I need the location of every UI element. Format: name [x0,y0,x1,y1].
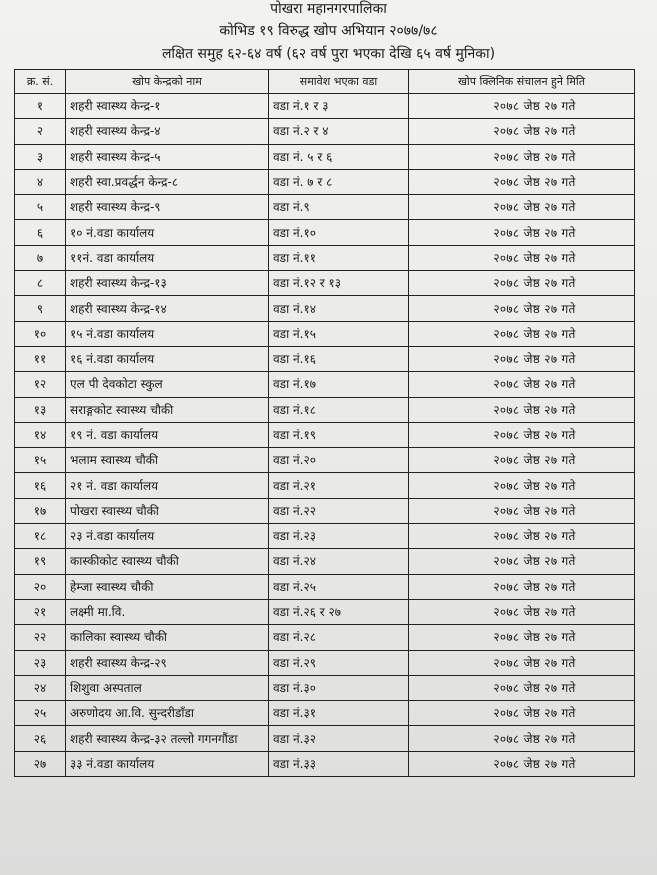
cell-center-name: कालिका स्वास्थ्य चौकी [66,625,269,650]
table-row [15,498,635,523]
cell-center-name: शहरी स्वास्थ्य केन्द्र-१ [66,94,269,119]
cell-wards: वडा नं.१२ र १३ [269,271,409,296]
cell-serial-no: १६ [15,473,66,498]
cell-wards: वडा नं.२९ [269,650,409,675]
cell-serial-no: १३ [15,397,66,422]
cell-center-name: सराङ्गकोट स्वास्थ्य चौकी [66,397,269,422]
cell-serial-no: २० [15,574,66,599]
table-row [15,144,635,169]
header-serial-no: क्र. सं. [15,70,66,94]
cell-wards: वडा नं.२६ र २७ [269,599,409,624]
cell-serial-no: १८ [15,524,66,549]
cell-clinic-date: २०७८ जेष्ठ २७ गते [409,473,635,498]
cell-clinic-date: २०७८ जेष्ठ २७ गते [409,524,635,549]
cell-serial-no: २३ [15,650,66,675]
cell-serial-no: १ [15,94,66,119]
table-row [15,296,635,321]
cell-wards: वडा नं.३२ [269,726,409,751]
table-row [15,701,635,726]
cell-center-name: शहरी स्वास्थ्य केन्द्र-३२ तल्लो गगनगौंडा [66,726,269,751]
cell-serial-no: १२ [15,372,66,397]
header-clinic-date: खोप क्लिनिक संचालन हुने मिति [409,70,635,94]
cell-wards: वडा नं.२० [269,448,409,473]
cell-clinic-date: २०७८ जेष्ठ २७ गते [409,549,635,574]
cell-clinic-date: २०७८ जेष्ठ २७ गते [409,599,635,624]
cell-clinic-date: २०७८ जेष्ठ २७ गते [409,220,635,245]
cell-center-name: शहरी स्वास्थ्य केन्द्र-५ [66,144,269,169]
cell-serial-no: ३ [15,144,66,169]
cell-serial-no: २४ [15,675,66,700]
target-group-subtitle: लक्षित समुह ६२-६४ वर्ष (६२ वर्ष पुरा भएका देखि ६५ वर्ष मुनिका) [161,46,496,62]
cell-wards: वडा नं.२३ [269,524,409,549]
table-row [15,397,635,422]
cell-clinic-date: २०७८ जेष्ठ २७ गते [409,346,635,371]
cell-center-name: पोखरा स्वास्थ्य चौकी [66,498,269,523]
table-row [15,94,635,119]
cell-center-name: शहरी स्वास्थ्य केन्द्र-९ [66,195,269,220]
cell-center-name: शहरी स्वास्थ्य केन्द्र-२९ [66,650,269,675]
cell-wards: वडा नं.३१ [269,701,409,726]
table-row [15,245,635,270]
cell-serial-no: २६ [15,726,66,751]
cell-wards: वडा नं.२८ [269,625,409,650]
cell-wards: वडा नं.२ र ४ [269,119,409,144]
cell-center-name: शिशुवा अस्पताल [66,675,269,700]
cell-serial-no: १७ [15,498,66,523]
table-row [15,422,635,447]
cell-serial-no: १५ [15,448,66,473]
table-row [15,650,635,675]
municipality-title: पोखरा महानगरपालिका [270,1,387,17]
table-row [15,346,635,371]
cell-serial-no: १९ [15,549,66,574]
header-included-wards: समावेश भएका वडा [269,70,409,94]
cell-clinic-date: २०७८ जेष्ठ २७ गते [409,448,635,473]
cell-clinic-date: २०७८ जेष्ठ २७ गते [409,625,635,650]
cell-center-name: शहरी स्वास्थ्य केन्द्र-१४ [66,296,269,321]
cell-center-name: शहरी स्वास्थ्य केन्द्र-४ [66,119,269,144]
cell-wards: वडा नं.३० [269,675,409,700]
cell-center-name: भलाम स्वास्थ्य चौकी [66,448,269,473]
cell-serial-no: ६ [15,220,66,245]
table-row [15,574,635,599]
header-center-name: खोप केन्द्रको नाम [66,70,269,94]
cell-wards: वडा नं.१८ [269,397,409,422]
cell-serial-no: २७ [15,751,66,776]
cell-center-name: १९ नं. वडा कार्यालय [66,422,269,447]
table-row [15,448,635,473]
cell-wards: वडा नं.३३ [269,751,409,776]
cell-clinic-date: २०७८ जेष्ठ २७ गते [409,751,635,776]
cell-center-name: १६ नं.वडा कार्यालय [66,346,269,371]
cell-serial-no: २५ [15,701,66,726]
cell-center-name: लक्ष्मी मा.वि. [66,599,269,624]
cell-clinic-date: २०७८ जेष्ठ २७ गते [409,574,635,599]
cell-clinic-date: २०७८ जेष्ठ २७ गते [409,119,635,144]
table-row [15,625,635,650]
table-header-row [15,70,635,94]
cell-wards: वडा नं.९ [269,195,409,220]
cell-wards: वडा नं.१६ [269,346,409,371]
cell-clinic-date: २०७८ जेष्ठ २७ गते [409,94,635,119]
cell-wards: वडा नं. ५ र ६ [269,144,409,169]
cell-clinic-date: २०७८ जेष्ठ २७ गते [409,296,635,321]
cell-center-name: शहरी स्वास्थ्य केन्द्र-१३ [66,271,269,296]
table-row [15,549,635,574]
table-row [15,220,635,245]
campaign-title: कोभिड १९ विरुद्ध खोप अभियान २०७७/७८ [219,23,438,39]
cell-clinic-date: २०७८ जेष्ठ २७ गते [409,321,635,346]
cell-serial-no: ११ [15,346,66,371]
cell-clinic-date: २०७८ जेष्ठ २७ गते [409,169,635,194]
cell-clinic-date: २०७८ जेष्ठ २७ गते [409,498,635,523]
table-row [15,473,635,498]
cell-wards: वडा नं.१७ [269,372,409,397]
cell-wards: वडा नं.११ [269,245,409,270]
cell-wards: वडा नं.१ र ३ [269,94,409,119]
cell-center-name: शहरी स्वा.प्रवर्द्धन केन्द्र-८ [66,169,269,194]
table-body [15,94,635,777]
cell-wards: वडा नं.१५ [269,321,409,346]
cell-clinic-date: २०७८ जेष्ठ २७ गते [409,144,635,169]
cell-clinic-date: २०७८ जेष्ठ २७ गते [409,701,635,726]
cell-clinic-date: २०७८ जेष्ठ २७ गते [409,195,635,220]
table-row [15,119,635,144]
cell-clinic-date: २०७८ जेष्ठ २७ गते [409,271,635,296]
cell-center-name: ३३ नं.वडा कार्यालय [66,751,269,776]
cell-clinic-date: २०७८ जेष्ठ २७ गते [409,675,635,700]
table-row [15,751,635,776]
cell-serial-no: ५ [15,195,66,220]
vaccination-center-table [14,69,635,777]
cell-serial-no: १४ [15,422,66,447]
cell-serial-no: २ [15,119,66,144]
cell-center-name: ११नं. वडा कार्यालय [66,245,269,270]
table-row [15,726,635,751]
table-row [15,524,635,549]
cell-clinic-date: २०७८ जेष्ठ २७ गते [409,650,635,675]
cell-clinic-date: २०७८ जेष्ठ २७ गते [409,397,635,422]
cell-wards: वडा नं.२४ [269,549,409,574]
table-row [15,169,635,194]
cell-wards: वडा नं.१० [269,220,409,245]
vaccination-center-table-wrap [14,69,634,777]
cell-wards: वडा नं.२१ [269,473,409,498]
cell-serial-no: ९ [15,296,66,321]
cell-center-name: हेम्जा स्वास्थ्य चौकी [66,574,269,599]
table-row [15,195,635,220]
cell-center-name: एल पी देवकोटा स्कुल [66,372,269,397]
table-row [15,321,635,346]
cell-center-name: अरुणोदय आ.वि. सुन्दरीडाँडा [66,701,269,726]
cell-clinic-date: २०७८ जेष्ठ २७ गते [409,726,635,751]
cell-wards: वडा नं.१४ [269,296,409,321]
cell-serial-no: ४ [15,169,66,194]
cell-center-name: २३ नं.वडा कार्यालय [66,524,269,549]
cell-serial-no: ७ [15,245,66,270]
cell-serial-no: २२ [15,625,66,650]
cell-serial-no: १० [15,321,66,346]
cell-center-name: २१ नं. वडा कार्यालय [66,473,269,498]
table-row [15,599,635,624]
cell-clinic-date: २०७८ जेष्ठ २७ गते [409,422,635,447]
cell-clinic-date: २०७८ जेष्ठ २७ गते [409,245,635,270]
cell-wards: वडा नं.२५ [269,574,409,599]
cell-wards: वडा नं.२२ [269,498,409,523]
cell-center-name: १५ नं.वडा कार्यालय [66,321,269,346]
table-row [15,675,635,700]
table-row [15,372,635,397]
cell-serial-no: ८ [15,271,66,296]
cell-center-name: १० नं.वडा कार्यालय [66,220,269,245]
cell-clinic-date: २०७८ जेष्ठ २७ गते [409,372,635,397]
cell-wards: वडा नं.१९ [269,422,409,447]
cell-wards: वडा नं. ७ र ८ [269,169,409,194]
cell-center-name: कास्कीकोट स्वास्थ्य चौकी [66,549,269,574]
table-row [15,271,635,296]
cell-serial-no: २१ [15,599,66,624]
